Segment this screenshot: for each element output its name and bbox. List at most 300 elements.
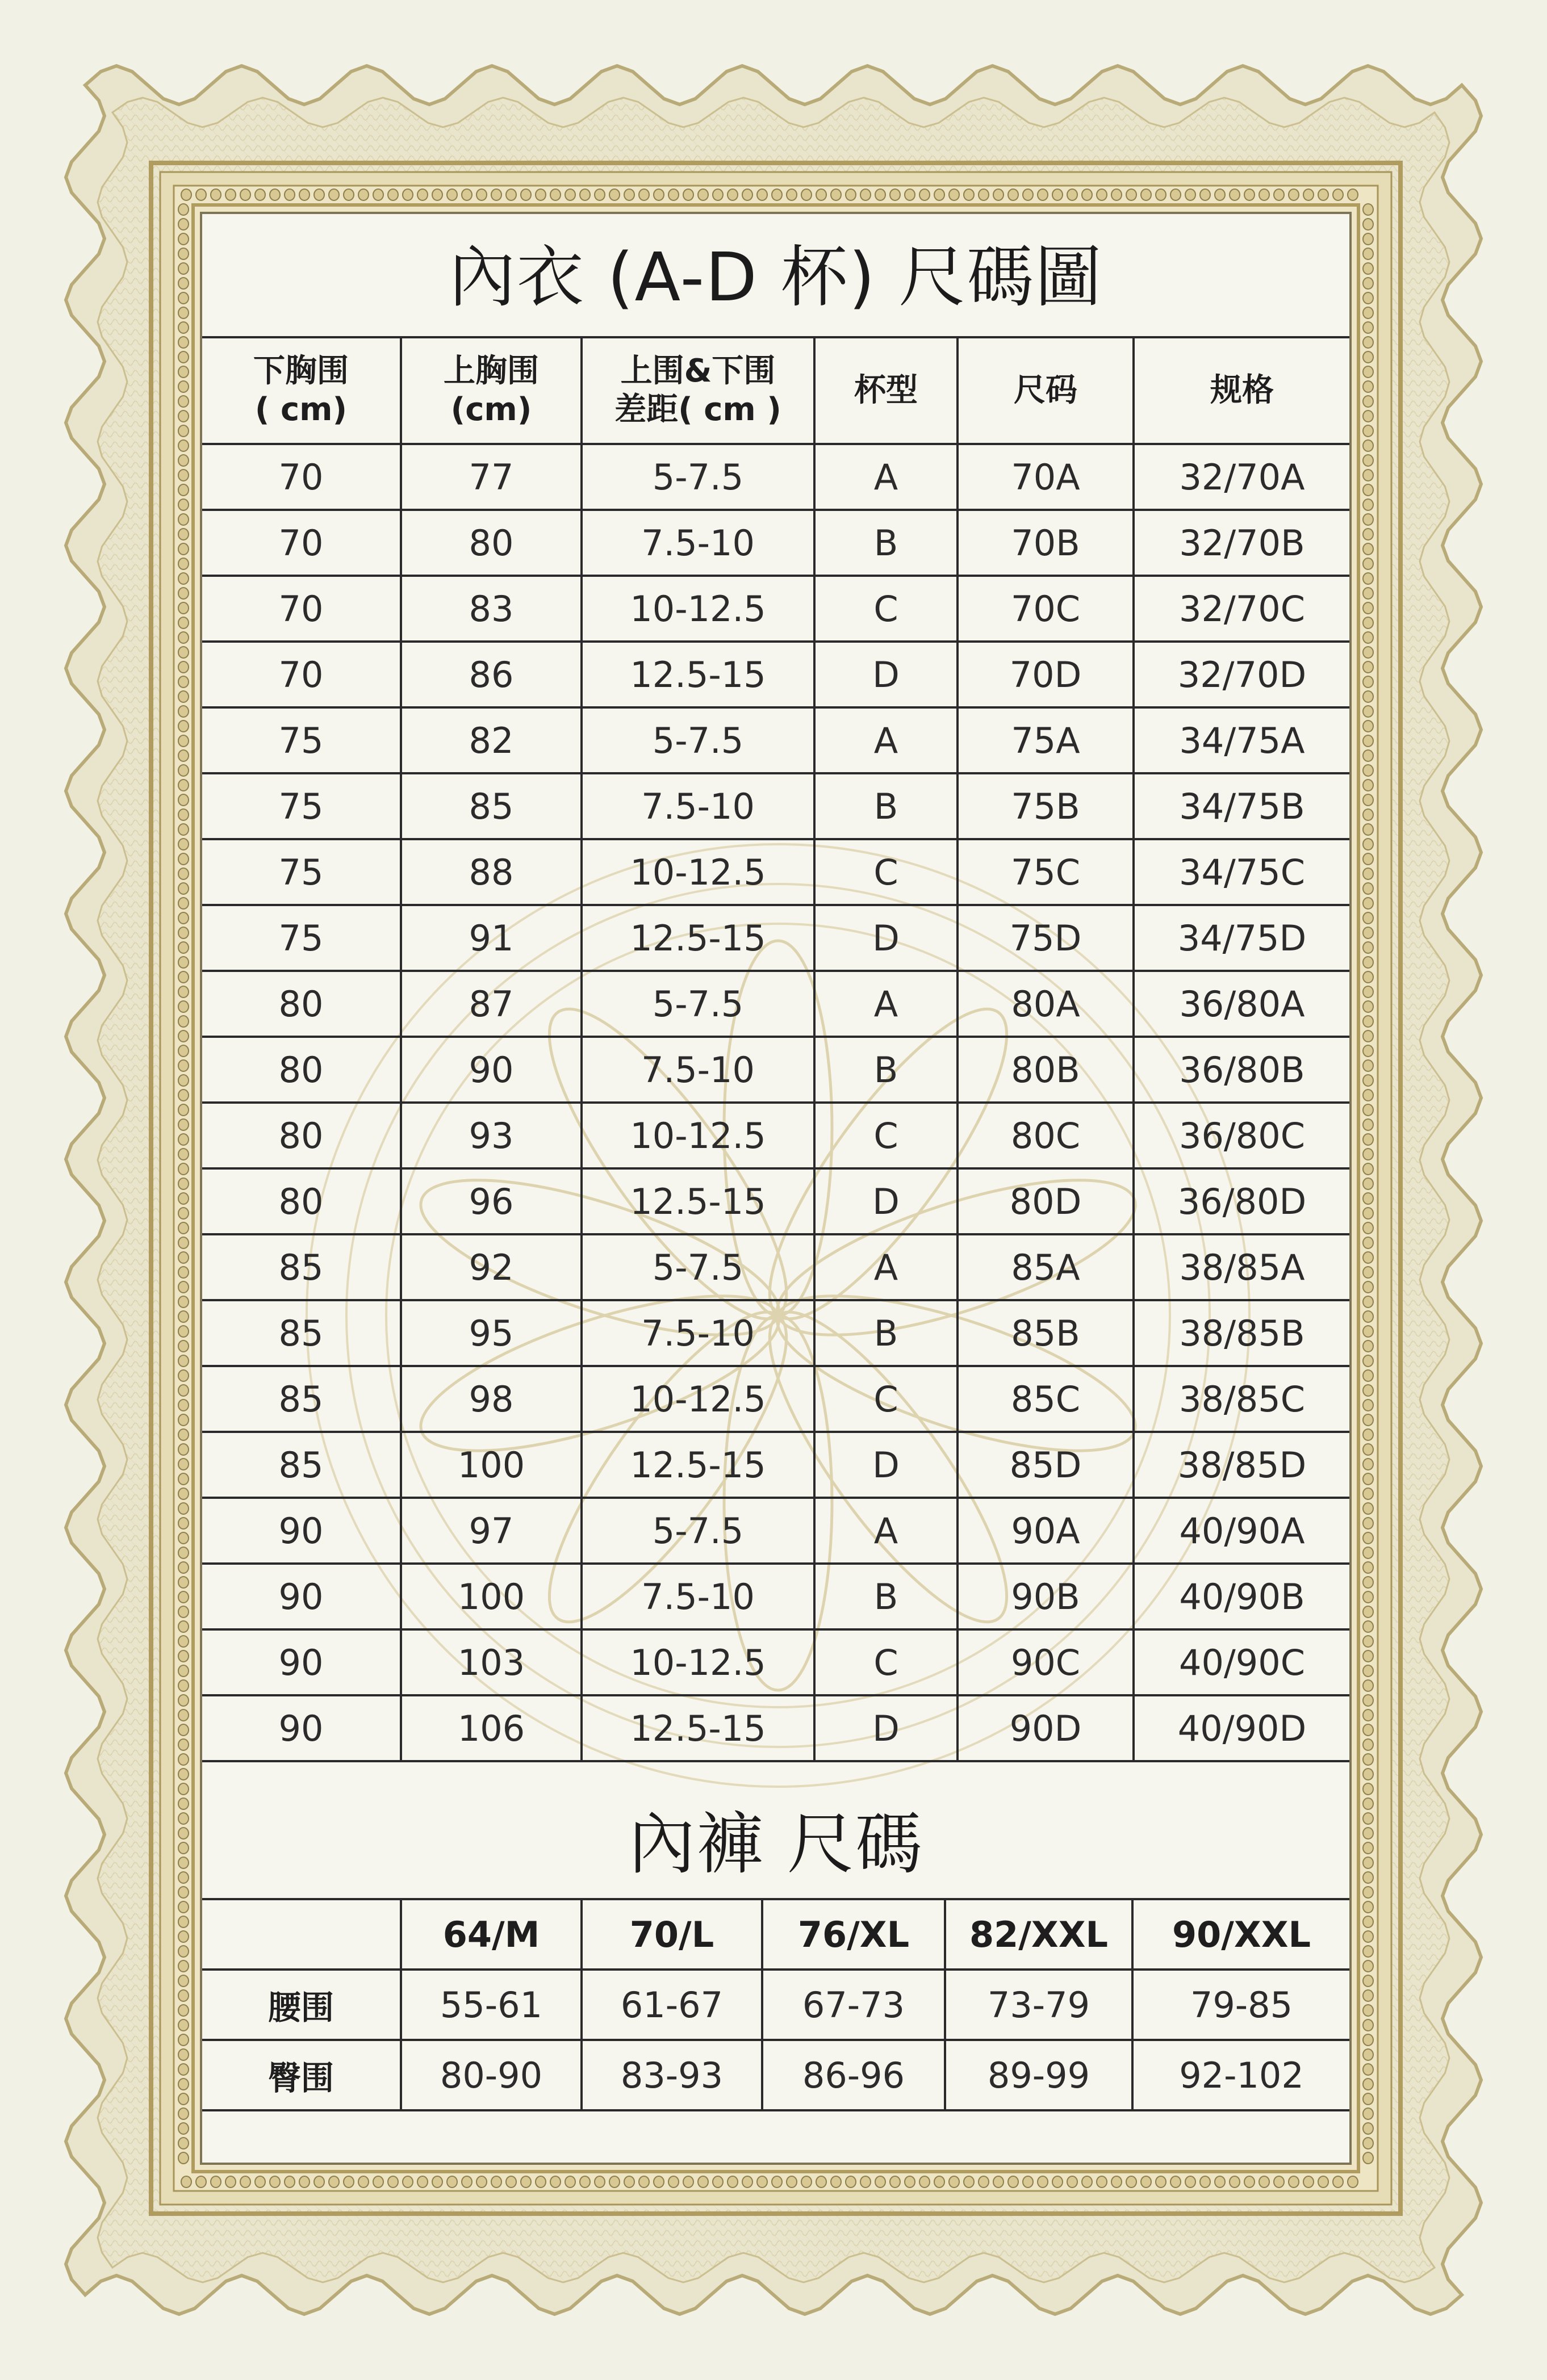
bead: [875, 189, 885, 200]
table-cell: 67-73: [762, 1970, 945, 2040]
bead: [178, 1473, 189, 1485]
bead: [536, 189, 546, 200]
bead: [178, 1370, 189, 1381]
bead: [178, 735, 189, 747]
table-cell: 12.5-15: [582, 642, 814, 707]
table-cell: C: [814, 839, 958, 905]
bead: [1363, 1916, 1373, 1928]
bead: [1363, 204, 1373, 215]
bead: [1111, 189, 1122, 200]
bead: [698, 2176, 708, 2188]
bead: [178, 1459, 189, 1470]
bead: [1333, 2176, 1343, 2188]
bead: [1363, 484, 1373, 496]
bead: [373, 2176, 383, 2188]
bead: [178, 381, 189, 392]
bead: [1230, 2176, 1240, 2188]
bead: [521, 189, 531, 200]
bead: [1363, 233, 1373, 245]
table-cell: A: [814, 1498, 958, 1564]
table-cell: 93: [401, 1103, 582, 1168]
bead: [178, 2064, 189, 2075]
bead: [178, 720, 189, 732]
table-cell: 40/90D: [1134, 1695, 1349, 1761]
bead: [1363, 1193, 1373, 1204]
bead: [1363, 425, 1373, 437]
bead: [178, 1030, 189, 1042]
bead: [1363, 1857, 1373, 1868]
header-line: 上围&下围: [620, 352, 776, 389]
panty-size-header: 82/XXL: [945, 1899, 1132, 1970]
table-cell: 10-12.5: [582, 1103, 814, 1168]
bead: [550, 189, 561, 200]
table-cell: 34/75B: [1134, 773, 1349, 839]
bead: [178, 1119, 189, 1130]
bead: [1363, 366, 1373, 378]
bead: [1363, 573, 1373, 584]
table-row: [202, 1564, 1349, 1629]
bead: [1289, 2176, 1299, 2188]
table-cell: 70: [202, 642, 401, 707]
bead: [1363, 1960, 1373, 1972]
bead: [178, 706, 189, 717]
bead: [285, 189, 295, 200]
bead: [1363, 661, 1373, 673]
bead: [1156, 2176, 1166, 2188]
bead: [1363, 1518, 1373, 1529]
bead: [713, 189, 723, 200]
bead: [1363, 2019, 1373, 2031]
bead: [1141, 2176, 1151, 2188]
bead: [1363, 1724, 1373, 1736]
bead: [1363, 868, 1373, 879]
bead: [1244, 189, 1255, 200]
bead: [1363, 1016, 1373, 1027]
bead: [846, 2176, 856, 2188]
bead: [1363, 1149, 1373, 1160]
bead: [1363, 691, 1373, 702]
bead: [178, 1178, 189, 1189]
bead: [329, 189, 339, 200]
bead: [1156, 189, 1166, 200]
bead: [178, 1606, 189, 1618]
bead: [1363, 676, 1373, 688]
bead: [1230, 189, 1240, 200]
bead: [178, 440, 189, 451]
bead: [178, 2019, 189, 2031]
bead: [178, 1990, 189, 2001]
bead: [178, 1518, 189, 1529]
bead: [1363, 735, 1373, 747]
bead: [1363, 396, 1373, 407]
bead: [1185, 2176, 1195, 2188]
bead: [178, 484, 189, 496]
bead: [1363, 1783, 1373, 1795]
bead: [1363, 1887, 1373, 1898]
table-cell: 80-90: [401, 2040, 582, 2110]
bead: [178, 868, 189, 879]
table-cell: 32/70D: [1134, 642, 1349, 707]
bead: [831, 2176, 841, 2188]
bead: [550, 2176, 561, 2188]
bead: [344, 2176, 354, 2188]
table-cell: 12.5-15: [582, 1695, 814, 1761]
bead: [178, 1267, 189, 1278]
bead: [178, 410, 189, 422]
panty-size-table: [202, 1898, 1349, 2111]
bead: [698, 189, 708, 200]
table-cell: D: [814, 905, 958, 971]
bead: [1363, 1311, 1373, 1322]
bead: [1363, 499, 1373, 510]
table-cell: 75: [202, 707, 401, 773]
bead: [225, 189, 236, 200]
bead: [949, 189, 959, 200]
bead: [270, 189, 280, 200]
bead: [1363, 1281, 1373, 1293]
bead: [240, 2176, 250, 2188]
bead: [476, 189, 487, 200]
bead: [178, 1946, 189, 1957]
bra-col-header: [582, 337, 814, 444]
table-cell: 75: [202, 905, 401, 971]
bead: [178, 1813, 189, 1824]
table-cell: 70: [202, 576, 401, 642]
bead: [491, 189, 501, 200]
bead: [178, 2152, 189, 2164]
bead: [417, 189, 428, 200]
bead: [919, 189, 930, 200]
bead: [1363, 1414, 1373, 1426]
table-cell: C: [814, 1629, 958, 1695]
bead: [1038, 189, 1048, 200]
table-cell: 90: [401, 1037, 582, 1103]
bead: [178, 1134, 189, 1145]
table-cell: 90: [202, 1564, 401, 1629]
bead: [178, 2049, 189, 2060]
table-cell: 12.5-15: [582, 1432, 814, 1498]
bead: [178, 1252, 189, 1263]
bead: [1363, 1134, 1373, 1145]
bead: [787, 189, 797, 200]
panty-size-header: 64/M: [401, 1899, 582, 1970]
bead: [1363, 1340, 1373, 1352]
bead: [949, 2176, 959, 2188]
table-cell: 40/90A: [1134, 1498, 1349, 1564]
bead: [1363, 1739, 1373, 1750]
bead: [1363, 1975, 1373, 1987]
bead: [1363, 1946, 1373, 1957]
bead: [178, 307, 189, 319]
bead: [1363, 381, 1373, 392]
table-cell: 83-93: [582, 2040, 762, 2110]
table-cell: 85: [202, 1366, 401, 1432]
bead: [178, 898, 189, 909]
bead: [388, 189, 398, 200]
bead: [240, 189, 250, 200]
table-cell: 5-7.5: [582, 971, 814, 1037]
bead: [447, 2176, 457, 2188]
bead: [178, 558, 189, 569]
bead: [1363, 1769, 1373, 1780]
bead: [890, 2176, 900, 2188]
bead: [1363, 1695, 1373, 1706]
bead: [211, 189, 221, 200]
bead: [178, 248, 189, 259]
bead: [255, 2176, 265, 2188]
bead: [1215, 189, 1225, 200]
bead: [178, 1960, 189, 1972]
bead: [373, 189, 383, 200]
size-chart-sheet: [200, 212, 1352, 2165]
bead: [1082, 189, 1092, 200]
bead: [178, 1828, 189, 1839]
bead: [178, 499, 189, 510]
bead: [1008, 189, 1018, 200]
table-row: [202, 1970, 1349, 2040]
table-cell: 80: [401, 510, 582, 576]
bead: [1363, 1901, 1373, 1913]
table-cell: 12.5-15: [582, 905, 814, 971]
bead: [178, 1399, 189, 1411]
bead: [757, 189, 767, 200]
panty-corner-cell: [202, 1899, 401, 1970]
table-cell: 86: [401, 642, 582, 707]
header-line: 差距( cm ): [614, 391, 781, 428]
bead: [1067, 189, 1077, 200]
bead: [1363, 883, 1373, 894]
bead: [1318, 2176, 1328, 2188]
bead: [1363, 1459, 1373, 1470]
bra-col-header: [401, 337, 582, 444]
bead: [1363, 1488, 1373, 1499]
table-cell: 90: [202, 1629, 401, 1695]
bead: [1363, 1252, 1373, 1263]
table-cell: 77: [401, 444, 582, 510]
bead: [1363, 1503, 1373, 1514]
bead: [816, 2176, 826, 2188]
table-cell: 10-12.5: [582, 839, 814, 905]
bead: [178, 765, 189, 776]
bead: [178, 1577, 189, 1588]
bead: [1363, 1222, 1373, 1234]
bead: [1274, 189, 1284, 200]
bead: [178, 1237, 189, 1248]
table-cell: 12.5-15: [582, 1168, 814, 1234]
table-cell: 87: [401, 971, 582, 1037]
table-cell: 70B: [958, 510, 1134, 576]
bead: [639, 2176, 649, 2188]
bead: [1363, 1621, 1373, 1632]
table-row: [202, 510, 1349, 576]
table-cell: 80: [202, 1103, 401, 1168]
table-row: [202, 444, 1349, 510]
bead: [178, 1872, 189, 1883]
table-cell: 92: [401, 1234, 582, 1300]
bead: [742, 2176, 752, 2188]
bead: [1363, 1636, 1373, 1647]
bra-col-header: [1134, 337, 1349, 444]
bead: [178, 1488, 189, 1499]
bead: [1097, 189, 1107, 200]
bead: [1363, 558, 1373, 569]
bead: [624, 189, 634, 200]
bra-col-header: [202, 337, 401, 444]
table-cell: 90B: [958, 1564, 1134, 1629]
table-cell: D: [814, 642, 958, 707]
table-cell: 83: [401, 576, 582, 642]
bead: [178, 233, 189, 245]
table-cell: 38/85B: [1134, 1300, 1349, 1366]
bead: [178, 927, 189, 938]
table-cell: 90C: [958, 1629, 1134, 1695]
table-cell: 75D: [958, 905, 1134, 971]
table-row: [202, 905, 1349, 971]
table-cell: 7.5-10: [582, 1037, 814, 1103]
table-cell: C: [814, 576, 958, 642]
bead: [1363, 514, 1373, 525]
bead: [462, 189, 472, 200]
bra-size-table: [202, 336, 1349, 1762]
bead: [934, 2176, 944, 2188]
panty-size-header: 76/XL: [762, 1899, 945, 1970]
bead: [595, 189, 605, 200]
table-cell: C: [814, 1366, 958, 1432]
bead: [314, 2176, 324, 2188]
table-cell: 92-102: [1132, 2040, 1349, 2110]
bead: [1170, 189, 1181, 200]
bead: [964, 189, 974, 200]
bead: [580, 189, 590, 200]
table-row: [202, 707, 1349, 773]
bra-col-header: [958, 337, 1134, 444]
bead: [1008, 2176, 1018, 2188]
table-cell: D: [814, 1695, 958, 1761]
bead: [1363, 219, 1373, 230]
bead: [178, 971, 189, 983]
bead: [1363, 322, 1373, 333]
table-cell: A: [814, 444, 958, 510]
bead: [299, 189, 310, 200]
table-cell: 85A: [958, 1234, 1134, 1300]
bead: [1363, 1990, 1373, 2001]
bead: [506, 2176, 516, 2188]
bead: [403, 2176, 413, 2188]
table-row: [202, 1695, 1349, 1761]
bead: [1363, 617, 1373, 628]
table-cell: B: [814, 510, 958, 576]
bead: [1363, 2034, 1373, 2046]
bead: [1111, 2176, 1122, 2188]
bead: [772, 2176, 782, 2188]
bead: [1185, 189, 1195, 200]
bead: [1363, 2123, 1373, 2134]
bead: [1052, 189, 1063, 200]
table-cell: 88: [401, 839, 582, 905]
bead: [462, 2176, 472, 2188]
bead: [905, 189, 915, 200]
bead: [727, 2176, 738, 2188]
bead: [178, 912, 189, 924]
bead: [1363, 1473, 1373, 1485]
bead: [178, 2079, 189, 2090]
bead: [1200, 189, 1210, 200]
bead: [1363, 1591, 1373, 1603]
bead: [668, 2176, 679, 2188]
table-cell: A: [814, 971, 958, 1037]
table-cell: 36/80B: [1134, 1037, 1349, 1103]
bead: [565, 2176, 575, 2188]
table-row: [202, 1103, 1349, 1168]
bead: [580, 2176, 590, 2188]
bead: [890, 189, 900, 200]
bead: [178, 1754, 189, 1765]
header-line: 上胸围: [444, 352, 539, 389]
bead: [1244, 2176, 1255, 2188]
bead: [270, 2176, 280, 2188]
bead: [934, 189, 944, 200]
table-cell: 61-67: [582, 1970, 762, 2040]
bead: [1363, 632, 1373, 643]
bead: [178, 1887, 189, 1898]
bead: [178, 883, 189, 894]
bead: [1363, 1119, 1373, 1130]
bead: [609, 189, 620, 200]
table-cell: 85: [202, 1300, 401, 1366]
bead: [1023, 189, 1033, 200]
bead: [1363, 529, 1373, 540]
bead: [1126, 189, 1136, 200]
bead: [211, 2176, 221, 2188]
table-cell: 103: [401, 1629, 582, 1695]
bead: [447, 189, 457, 200]
bead: [816, 189, 826, 200]
bead: [178, 1090, 189, 1101]
bead: [1363, 794, 1373, 806]
bead: [860, 189, 871, 200]
bead: [178, 2093, 189, 2105]
bead: [178, 470, 189, 481]
bead: [178, 780, 189, 791]
bead: [1363, 971, 1373, 983]
bead: [178, 986, 189, 998]
bead: [772, 189, 782, 200]
bead: [178, 809, 189, 820]
bead: [860, 2176, 871, 2188]
bead: [196, 2176, 206, 2188]
bead: [1141, 189, 1151, 200]
bead: [178, 691, 189, 702]
bead: [178, 1665, 189, 1677]
table-cell: 91: [401, 905, 582, 971]
table-cell: 32/70C: [1134, 576, 1349, 642]
header-line: (cm): [450, 391, 532, 428]
table-cell: 36/80D: [1134, 1168, 1349, 1234]
header-line: ( cm): [254, 391, 348, 428]
bead: [178, 676, 189, 688]
bead: [979, 2176, 989, 2188]
bead: [875, 2176, 885, 2188]
bead: [1259, 2176, 1269, 2188]
bead: [178, 1724, 189, 1736]
bead: [178, 1326, 189, 1337]
panty-table-header-row: [202, 1899, 1349, 1970]
bead: [178, 1149, 189, 1160]
bead: [178, 1281, 189, 1293]
bead: [1363, 2138, 1373, 2149]
bead: [178, 1650, 189, 1662]
bead: [831, 189, 841, 200]
